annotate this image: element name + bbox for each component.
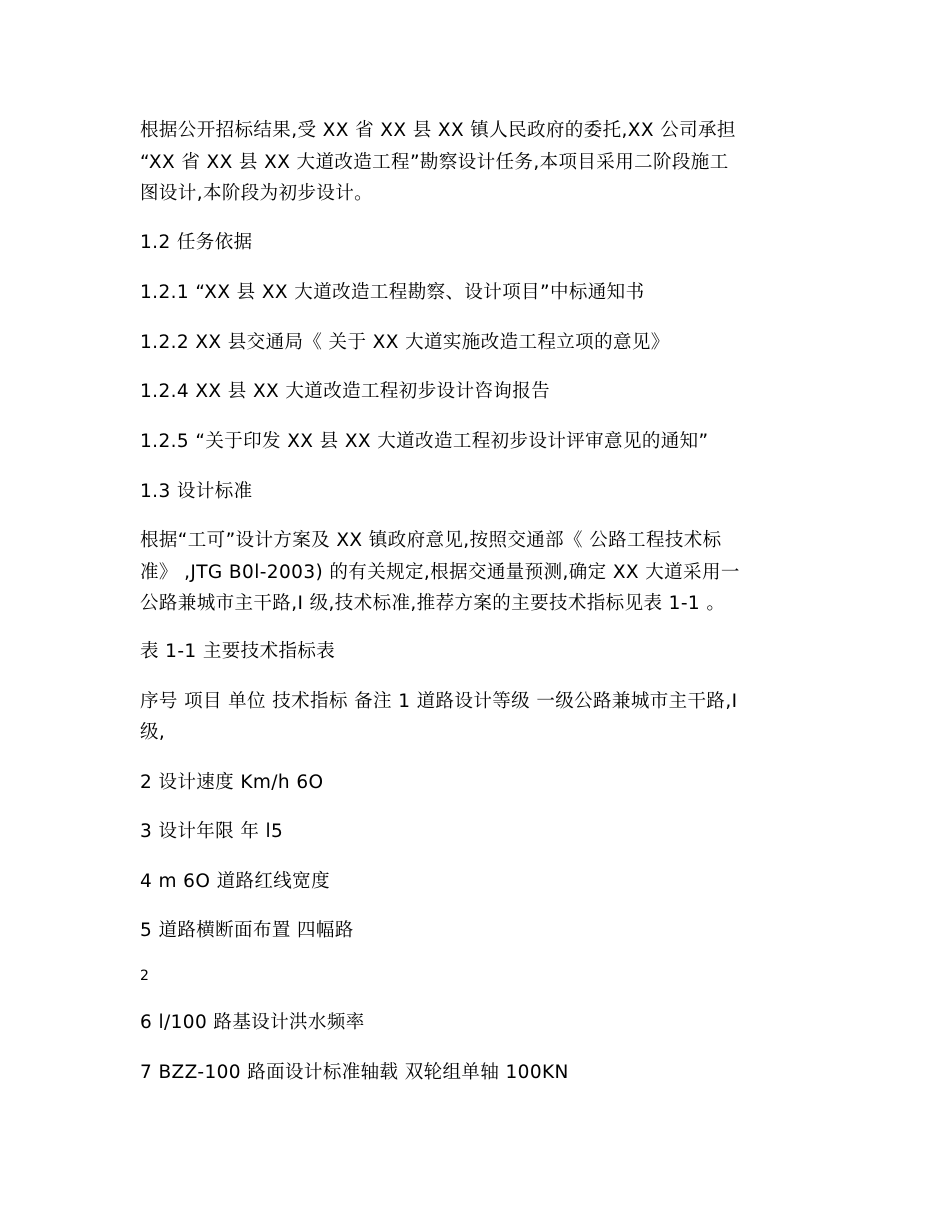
table-text-line: 3 设计年限 年 l5 xyxy=(140,821,284,842)
paragraph-line: 根据“工可”设计方案及 XX 镇政府意见,按照交通部《 公路工程技术标 xyxy=(140,530,722,551)
list-item: 1.2.2 XX 县交通局《 关于 XX 大道实施改造工程立项的意见》 xyxy=(140,332,670,353)
paragraph-line: 根据公开招标结果,受 XX 省 XX 县 XX 镇人民政府的委托,XX 公司承担 xyxy=(140,120,736,141)
section-heading: 1.3 设计标准 xyxy=(140,481,253,502)
section-heading: 1.2 任务依据 xyxy=(140,232,253,253)
paragraph-line: 公路兼城市主干路,I 级,技术标准,推荐方案的主要技术指标见表 1-1 。 xyxy=(140,593,726,614)
table-text-line: 级, xyxy=(140,722,166,743)
list-item: 1.2.4 XX 县 XX 大道改造工程初步设计咨询报告 xyxy=(140,381,550,402)
paragraph-line: 准》 ,JTG B0l-2003) 的有关规定,根据交通量预测,确定 XX 大道采用一 xyxy=(140,562,740,583)
list-item: 1.2.1 “XX 县 XX 大道改造工程勘察、设计项目”中标通知书 xyxy=(140,282,645,303)
page-number: 2 xyxy=(140,968,149,984)
table-text-line: 4 m 6O 道路红线宽度 xyxy=(140,871,330,892)
table-text-line: 6 l/100 路基设计洪水频率 xyxy=(140,1012,365,1033)
paragraph-line: “XX 省 XX 县 XX 大道改造工程”勘察设计任务,本项目采用二阶段施工 xyxy=(140,152,729,173)
table-text-line: 2 设计速度 Km/h 6O xyxy=(140,772,324,793)
paragraph-line: 图设计,本阶段为初步设计。 xyxy=(140,183,374,204)
list-item: 1.2.5 “关于印发 XX 县 XX 大道改造工程初步设计评审意见的通知” xyxy=(140,431,709,452)
table-text-line: 序号 项目 单位 技术指标 备注 1 道路设计等级 一级公路兼城市主干路,I xyxy=(140,691,738,712)
table-caption: 表 1-1 主要技术指标表 xyxy=(140,641,336,662)
table-text-line: 5 道路横断面布置 四幅路 xyxy=(140,920,354,941)
table-text-line: 7 BZZ-100 路面设计标准轴载 双轮组单轴 100KN xyxy=(140,1062,569,1083)
